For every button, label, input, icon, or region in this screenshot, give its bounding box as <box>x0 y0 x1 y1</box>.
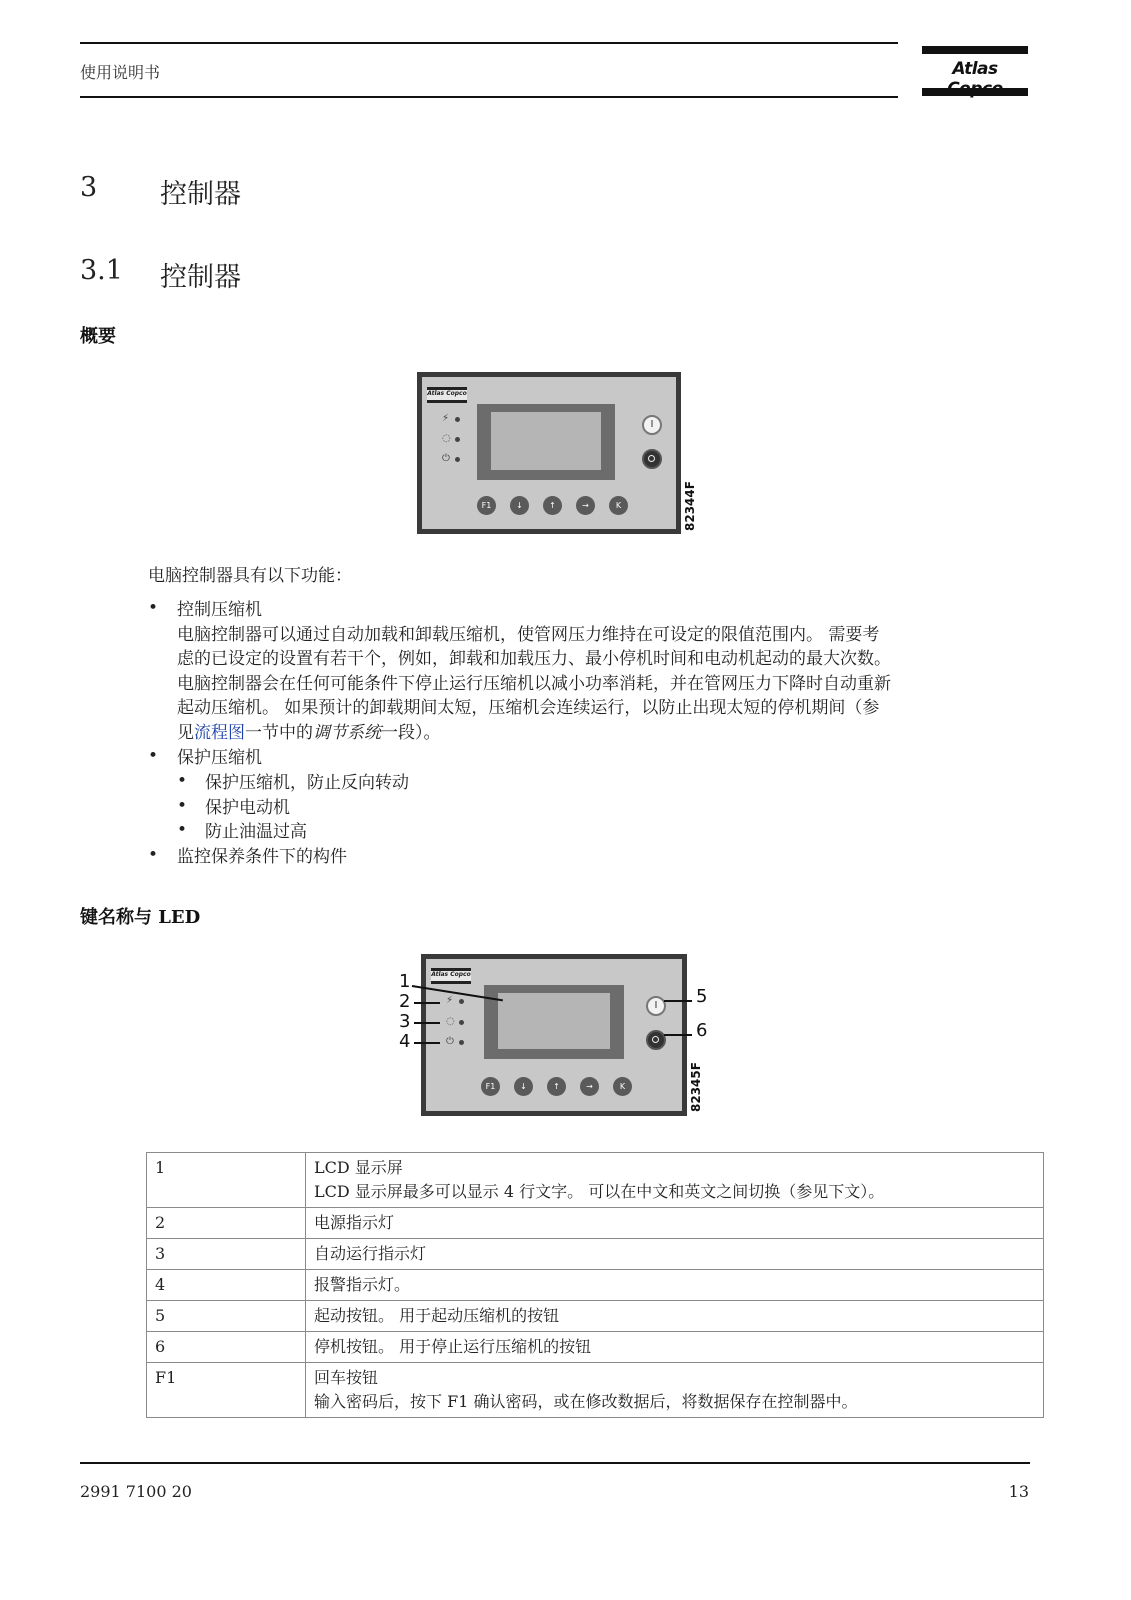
table-desc-cell <box>306 1153 1044 1208</box>
bullet-1 <box>177 598 1037 745</box>
controller-figure-2 <box>421 954 687 1116</box>
up-button-2[interactable]: ↑ <box>547 1077 566 1096</box>
heading-section-title: 控制器 <box>160 262 241 293</box>
keys-table <box>146 1152 1044 1418</box>
callout-line-3 <box>414 1022 440 1024</box>
callout-6: 6 <box>696 1020 708 1041</box>
alarm-led-icon: ⏻ <box>442 453 450 464</box>
subheading-keys-leds: 键名称与 LED <box>80 907 201 928</box>
callout-line-5 <box>664 1000 692 1002</box>
stop-button-2[interactable] <box>646 1030 666 1050</box>
heading-chapter-number: 3 <box>80 172 98 203</box>
table-desc-line: LCD 显示屏 <box>314 1158 403 1177</box>
text-suffix: 一段）。 <box>381 722 441 743</box>
power-led <box>455 417 460 422</box>
heading-section-number: 3.1 <box>80 255 123 286</box>
callout-3: 3 <box>399 1011 411 1032</box>
callout-line-6 <box>664 1034 692 1036</box>
callout-1: 1 <box>399 971 411 992</box>
table-row <box>147 1239 1044 1270</box>
table-desc-cell <box>306 1363 1044 1418</box>
callout-line-4 <box>414 1042 440 1044</box>
table-desc-cell: 自动运行指示灯 <box>306 1239 1044 1270</box>
controller-logo-2: Atlas Copco <box>431 968 471 984</box>
table-row <box>147 1363 1044 1418</box>
figure-code-2: 82345F <box>689 1062 703 1112</box>
sub-bullet-2-marker: • <box>177 796 188 816</box>
table-row <box>147 1332 1044 1363</box>
atlas-copco-logo <box>922 46 1028 98</box>
callout-4: 4 <box>399 1031 411 1052</box>
table-desc-line: 回车按钮 <box>314 1368 379 1387</box>
logo-text: Atlas <box>952 59 998 79</box>
alarm-led-icon-2: ⏻ <box>446 1036 454 1047</box>
auto-run-led-2 <box>459 1020 464 1025</box>
sub-bullet-1: 保护压缩机，防止反向转动 <box>205 773 409 793</box>
bullet-1-line-2: 虑的已设定的设置有若干个，例如，卸载和加载压力、最小停机时间和电动机起动的最大次数。 <box>177 649 891 669</box>
table-row <box>147 1301 1044 1332</box>
table-key-cell: 4 <box>147 1270 306 1301</box>
start-button[interactable]: I <box>642 415 662 435</box>
right-button-2[interactable]: → <box>580 1077 599 1096</box>
alarm-led <box>455 457 460 462</box>
text-prefix: 见 <box>177 722 194 743</box>
text-italic: 调节系统 <box>313 722 381 743</box>
heading-chapter-title: 控制器 <box>160 179 241 210</box>
sub-bullet-2: 保护电动机 <box>205 798 290 818</box>
table-key-cell: F1 <box>147 1363 306 1418</box>
header-title: 使用说明书 <box>80 63 161 82</box>
bullet-3-title: 监控保养条件下的构件 <box>177 847 347 867</box>
text-mid: 一节中的 <box>245 722 313 743</box>
table-key-cell: 5 <box>147 1301 306 1332</box>
table-desc-line: 输入密码后，按下 F1 确认密码，或在修改数据后，将数据保存在控制器中。 <box>314 1392 858 1411</box>
flowchart-link[interactable]: 流程图 <box>194 722 245 743</box>
footer-doc-number: 2991 7100 20 <box>80 1482 192 1501</box>
table-key-cell: 3 <box>147 1239 306 1270</box>
heading-chapter <box>80 172 380 208</box>
sub-bullet-1-marker: • <box>177 771 188 791</box>
callout-line-2 <box>414 1002 440 1004</box>
bullet-1-marker: • <box>148 598 159 618</box>
table-key-cell: 2 <box>147 1208 306 1239</box>
header-top-rule <box>80 42 898 44</box>
bullet-1-line-3: 电脑控制器会在任何可能条件下停止运行压缩机以减小功率消耗，并在管网压力下降时自动重新 <box>177 673 891 694</box>
figure-code-1: 82344F <box>683 481 697 531</box>
sub-bullet-3: 防止油温过高 <box>205 822 307 842</box>
table-key-cell: 6 <box>147 1332 306 1363</box>
table-desc-cell: 起动按钮。 用于起动压缩机的按钮 <box>306 1301 1044 1332</box>
lcd-display <box>477 404 615 480</box>
bullet-3-marker: • <box>148 845 159 865</box>
sub-bullet-3-marker: • <box>177 820 188 840</box>
auto-run-led-icon: ◌ <box>442 433 451 444</box>
table-row <box>147 1270 1044 1301</box>
table-row <box>147 1208 1044 1239</box>
callout-2: 2 <box>399 991 411 1012</box>
power-led-icon: ⚡ <box>442 413 450 424</box>
table-desc-cell: 电源指示灯 <box>306 1208 1044 1239</box>
header-bottom-rule <box>80 96 898 98</box>
down-button[interactable]: ↓ <box>510 496 529 515</box>
start-button-2[interactable]: I <box>646 996 666 1016</box>
k-button[interactable]: K <box>609 496 628 515</box>
f1-button-2[interactable]: F1 <box>481 1077 500 1096</box>
table-desc-line: LCD 显示屏最多可以显示 4 行文字。 可以在中文和英文之间切换（参见下文）。 <box>314 1182 885 1201</box>
stop-button[interactable] <box>642 449 662 469</box>
bullet-2-marker: • <box>148 746 159 766</box>
lcd-display-2 <box>484 985 624 1059</box>
footer-page-number: 13 <box>1008 1482 1029 1501</box>
bullet-2-title: 保护压缩机 <box>177 748 262 768</box>
up-button[interactable]: ↑ <box>543 496 562 515</box>
auto-run-led-icon-2: ◌ <box>446 1016 455 1027</box>
down-button-2[interactable]: ↓ <box>514 1077 533 1096</box>
heading-section <box>80 255 380 291</box>
table-key-cell: 1 <box>147 1153 306 1208</box>
f1-button[interactable]: F1 <box>477 496 496 515</box>
bullet-1-line-5 <box>177 721 1037 746</box>
alarm-led-2 <box>459 1040 464 1045</box>
controller-logo: Atlas Copco <box>427 387 467 403</box>
k-button-2[interactable]: K <box>613 1077 632 1096</box>
bullet-1-line-4: 起动压缩机。 如果预计的卸载期间太短，压缩机会连续运行，以防止出现太短的停机期间（参 <box>177 698 880 718</box>
controller-figure-1 <box>417 372 681 534</box>
table-desc-cell: 报警指示灯。 <box>306 1270 1044 1301</box>
intro-text: 电脑控制器具有以下功能： <box>148 566 352 586</box>
table-desc-cell: 停机按钮。 用于停止运行压缩机的按钮 <box>306 1332 1044 1363</box>
table-row <box>147 1153 1044 1208</box>
callout-5: 5 <box>696 986 708 1007</box>
subheading-overview: 概要 <box>80 326 116 347</box>
right-button[interactable]: → <box>576 496 595 515</box>
bullet-1-title: 控制压缩机 <box>177 600 262 620</box>
bullet-1-line-1: 电脑控制器可以通过自动加载和卸载压缩机，使管网压力维持在可设定的限值范围内。 需要考 <box>177 624 880 645</box>
power-led-2 <box>459 999 464 1004</box>
auto-run-led <box>455 437 460 442</box>
power-led-icon-2: ⚡ <box>446 995 454 1006</box>
footer-rule <box>80 1462 1030 1464</box>
